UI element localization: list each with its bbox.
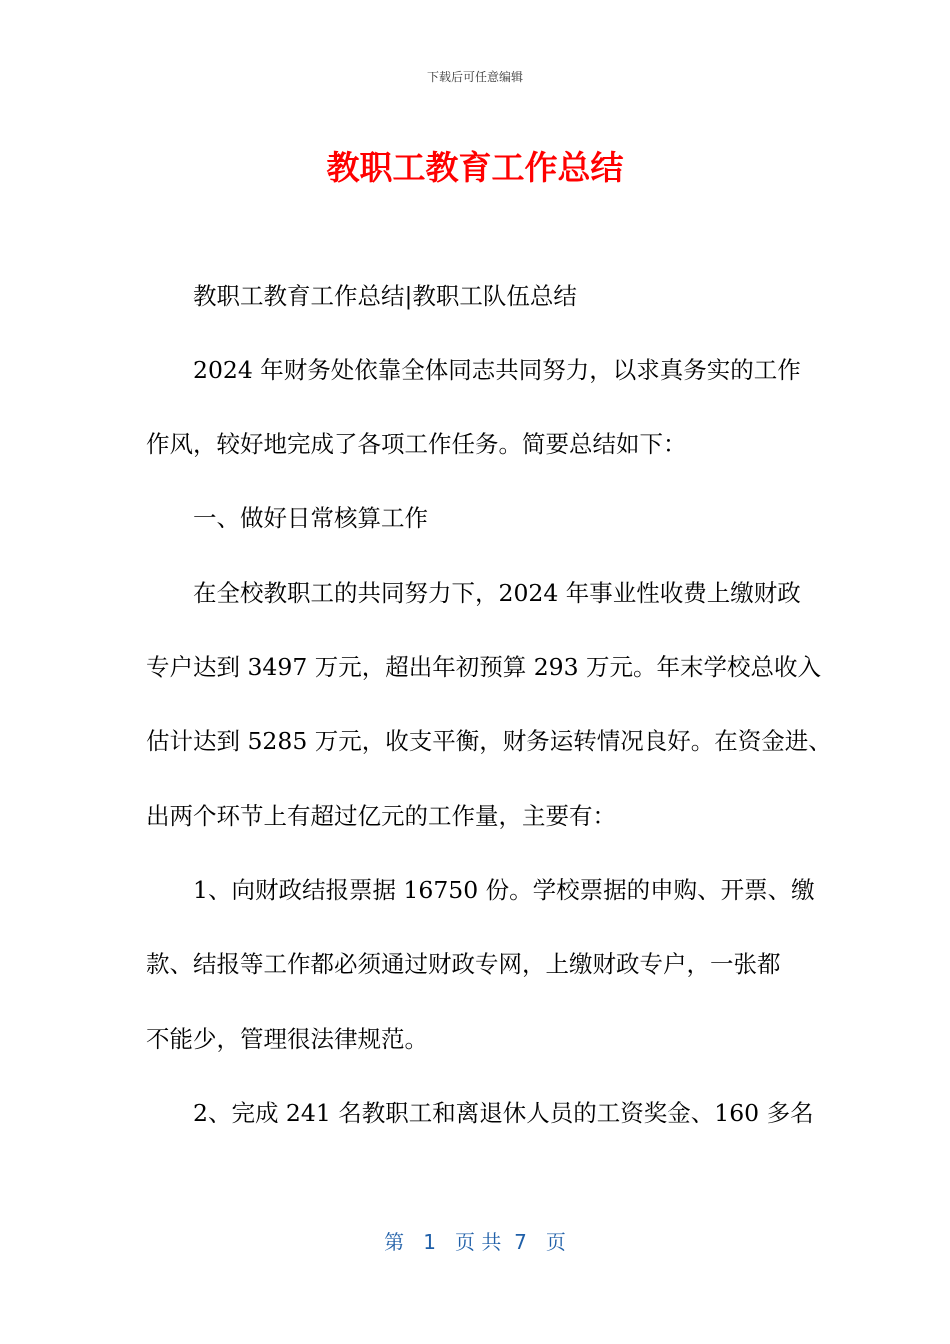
page-footer xyxy=(0,1226,950,1255)
paragraph-line: 在全校教职工的共同努力下，2024 年事业性收费上缴财政 xyxy=(193,579,801,607)
list-item-line: 款、结报等工作都必须通过财政专网，上缴财政专户，一张都 xyxy=(146,950,781,978)
paragraph-line: 估计达到 5285 万元，收支平衡，财务运转情况良好。在资金进、 xyxy=(146,727,832,755)
list-item-line: 2、完成 241 名教职工和离退休人员的工资奖金、160 多名 xyxy=(193,1099,814,1127)
section-heading: 一、做好日常核算工作 xyxy=(193,504,428,532)
footer-total-pages: 7 xyxy=(514,1230,527,1254)
paragraph-line: 专户达到 3497 万元，超出年初预算 293 万元。年末学校总收入 xyxy=(146,653,822,681)
footer-prefix: 第 xyxy=(384,1230,405,1254)
footer-suffix: 页 xyxy=(545,1230,566,1254)
footer-current-page: 1 xyxy=(423,1230,436,1254)
list-item-line: 不能少，管理很法律规范。 xyxy=(146,1025,428,1053)
paragraph-line: 作风，较好地完成了各项工作任务。简要总结如下： xyxy=(146,430,687,458)
paragraph-line: 2024 年财务处依靠全体同志共同努力，以求真务实的工作 xyxy=(193,356,801,384)
footer-middle: 页 共 xyxy=(455,1230,502,1254)
document-title: 教职工教育工作总结 xyxy=(326,148,624,187)
page-header-note: 下载后可任意编辑 xyxy=(426,70,523,84)
list-item-line: 1、向财政结报票据 16750 份。学校票据的申购、开票、缴 xyxy=(193,876,815,904)
paragraph-line: 出两个环节上有超过亿元的工作量，主要有： xyxy=(146,802,616,830)
subtitle-line: 教职工教育工作总结|教职工队伍总结 xyxy=(193,282,577,310)
